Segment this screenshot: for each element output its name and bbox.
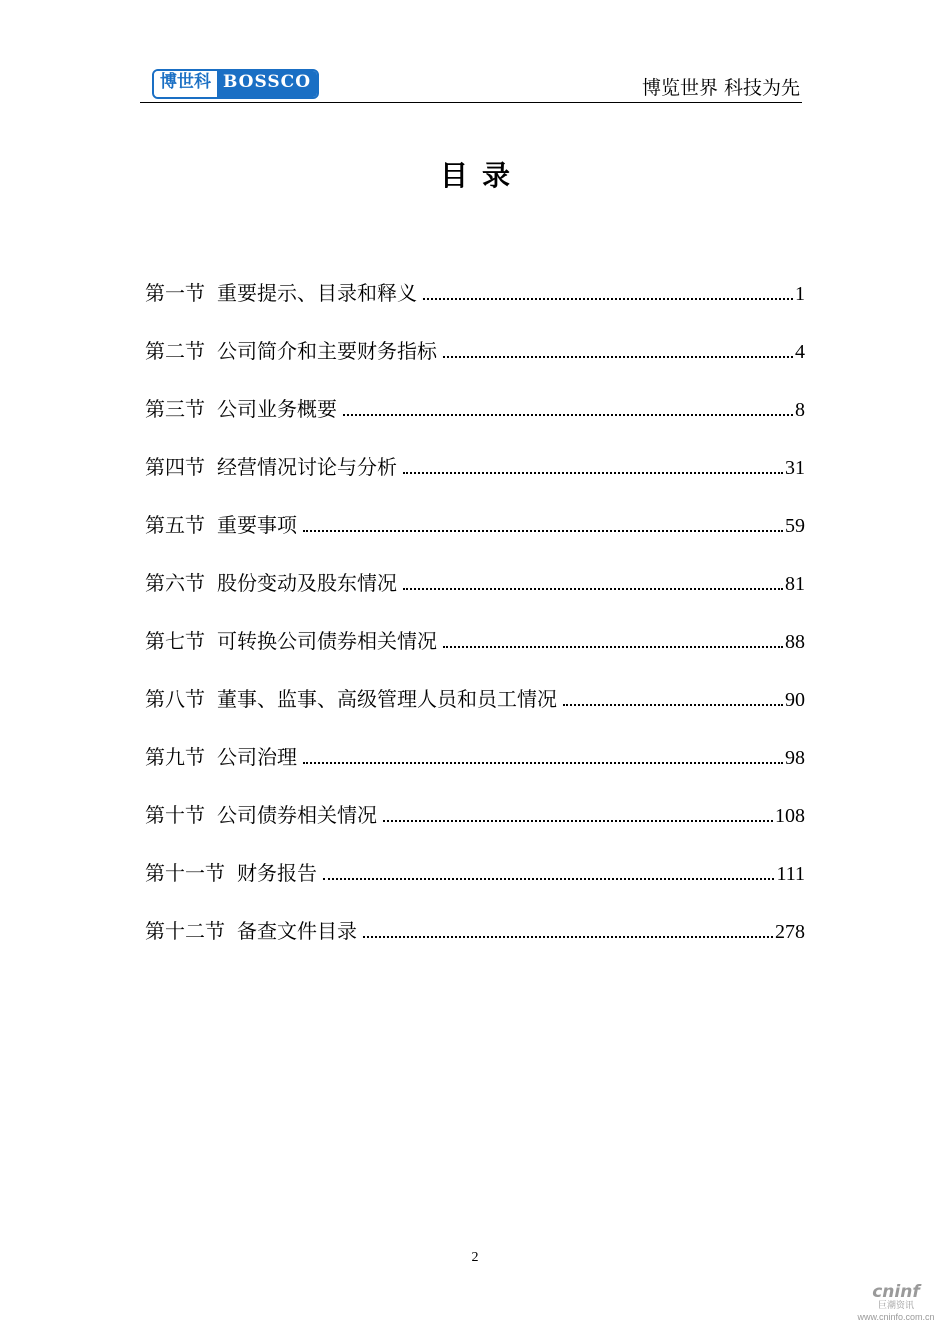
toc-heading: 重要提示、目录和释义	[217, 281, 417, 305]
toc-heading: 重要事项	[217, 513, 297, 537]
toc-page-number: 88	[785, 631, 805, 653]
header-slogan: 博览世界 科技为先	[641, 77, 800, 99]
toc-entry[interactable]	[145, 248, 805, 306]
toc-page-number: 31	[785, 457, 805, 479]
toc-heading: 公司治理	[217, 745, 297, 769]
table-of-contents	[145, 248, 805, 944]
toc-dot-leader	[383, 820, 773, 822]
toc-dot-leader	[323, 878, 774, 880]
toc-chapter: 第五节	[145, 513, 205, 537]
toc-dot-leader	[563, 704, 783, 706]
toc-heading: 备查文件目录	[237, 919, 357, 943]
toc-dot-leader	[303, 530, 783, 532]
toc-dot-leader	[403, 588, 783, 590]
logo-chinese-text: 博世科	[154, 71, 217, 97]
watermark-url: www.cninfo.com.cn	[857, 1312, 935, 1322]
toc-page-number: 98	[785, 747, 805, 769]
toc-page-number: 81	[785, 573, 805, 595]
toc-chapter: 第十二节	[145, 919, 225, 943]
toc-heading: 董事、监事、高级管理人员和员工情况	[217, 687, 557, 711]
toc-dot-leader	[423, 298, 793, 300]
toc-entry[interactable]	[145, 886, 805, 944]
toc-heading: 财务报告	[237, 861, 317, 885]
toc-entry[interactable]	[145, 770, 805, 828]
toc-chapter: 第三节	[145, 397, 205, 421]
toc-dot-leader	[363, 936, 773, 938]
company-logo	[152, 69, 319, 99]
toc-heading: 经营情况讨论与分析	[217, 455, 397, 479]
page-header	[140, 66, 802, 103]
toc-page-number: 4	[795, 341, 805, 363]
toc-chapter: 第十一节	[145, 861, 225, 885]
toc-page-number: 111	[776, 863, 805, 885]
toc-entry[interactable]	[145, 480, 805, 538]
toc-chapter: 第一节	[145, 281, 205, 305]
toc-heading: 公司债券相关情况	[217, 803, 377, 827]
toc-entry[interactable]	[145, 654, 805, 712]
toc-chapter: 第四节	[145, 455, 205, 479]
toc-chapter: 第七节	[145, 629, 205, 653]
toc-heading: 可转换公司债券相关情况	[217, 629, 437, 653]
toc-dot-leader	[403, 472, 783, 474]
toc-entry[interactable]	[145, 422, 805, 480]
toc-entry[interactable]	[145, 712, 805, 770]
toc-heading: 公司简介和主要财务指标	[217, 339, 437, 363]
toc-page-number: 59	[785, 515, 805, 537]
toc-page-number: 108	[775, 805, 805, 827]
toc-entry[interactable]	[145, 596, 805, 654]
page-number: 2	[471, 1250, 479, 1265]
toc-chapter: 第八节	[145, 687, 205, 711]
toc-entry[interactable]	[145, 364, 805, 422]
toc-chapter: 第十节	[145, 803, 205, 827]
toc-dot-leader	[343, 414, 793, 416]
toc-entry[interactable]	[145, 306, 805, 364]
cninfo-watermark	[856, 1283, 936, 1323]
page-title: 目录	[439, 159, 524, 192]
toc-chapter: 第九节	[145, 745, 205, 769]
watermark-brand: cninf	[872, 1282, 920, 1302]
toc-dot-leader	[303, 762, 783, 764]
toc-page-number: 90	[785, 689, 805, 711]
toc-entry[interactable]	[145, 828, 805, 886]
logo-english-text: BOSSCO	[217, 71, 317, 97]
toc-page-number: 1	[795, 283, 805, 305]
toc-page-number: 278	[775, 921, 805, 943]
toc-page-number: 8	[795, 399, 805, 421]
watermark-chinese: 巨潮资讯	[877, 1301, 914, 1311]
toc-heading: 公司业务概要	[217, 397, 337, 421]
toc-dot-leader	[443, 646, 783, 648]
toc-heading: 股份变动及股东情况	[217, 571, 397, 595]
toc-chapter: 第六节	[145, 571, 205, 595]
toc-entry[interactable]	[145, 538, 805, 596]
toc-chapter: 第二节	[145, 339, 205, 363]
toc-dot-leader	[443, 356, 793, 358]
